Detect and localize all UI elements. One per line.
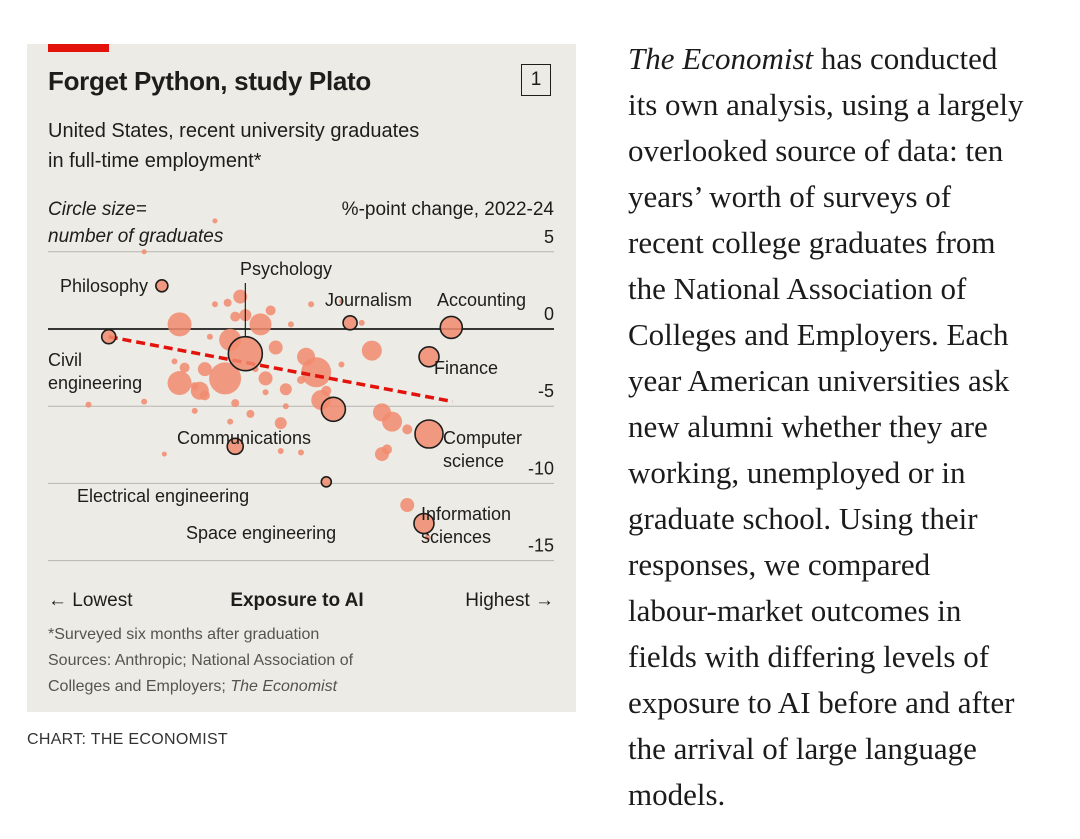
data-point: [168, 371, 192, 395]
sources-publisher: The Economist: [230, 678, 338, 695]
point-label: Psychology: [240, 259, 333, 279]
article-line: exposure to AI before and after: [628, 685, 1015, 720]
article-line: new alumni whether they are: [628, 409, 988, 444]
data-point: [207, 334, 213, 340]
article-line: working, unemployed or in: [628, 455, 966, 490]
article-line: graduate school. Using their: [628, 501, 978, 536]
data-point: [162, 452, 167, 457]
labeled-data-point: [321, 397, 345, 421]
scatter-chart: [27, 180, 576, 620]
data-point: [180, 363, 190, 373]
article-line: year American universities ask: [628, 363, 1010, 398]
point-label: Philosophy: [60, 276, 149, 296]
data-point: [280, 383, 292, 395]
data-point: [168, 312, 192, 336]
data-point: [250, 313, 272, 335]
data-point: [200, 390, 210, 400]
point-label: Information: [421, 504, 512, 524]
data-point: [278, 448, 284, 454]
data-point: [227, 419, 233, 425]
data-point: [375, 447, 389, 461]
chart-subtitle-line: United States, recent university graduates: [48, 120, 420, 142]
article-line: models.: [628, 777, 726, 812]
y-tick-label: -5: [537, 381, 554, 402]
data-point: [230, 312, 240, 322]
article-line: the National Association of: [628, 271, 967, 306]
y-tick-label: -15: [527, 535, 554, 556]
data-point: [297, 376, 305, 384]
data-point: [231, 399, 239, 407]
labeled-data-point: [415, 420, 443, 448]
point-label: Communications: [177, 428, 312, 448]
labeled-data-point: [440, 316, 462, 338]
data-point: [259, 371, 273, 385]
point-label: Space engineering: [186, 523, 337, 543]
chart-subtitle: [48, 116, 518, 176]
data-point: [172, 358, 178, 364]
article-line-text: has conducted: [813, 41, 998, 76]
chart-number-badge: 1: [521, 64, 551, 96]
point-labels: [48, 259, 526, 547]
size-legend-line: number of graduates: [48, 226, 224, 247]
size-legend-line: Circle size=: [48, 199, 147, 220]
y-tick-label: 0: [543, 304, 554, 324]
data-point: [362, 341, 382, 361]
point-label: engineering: [48, 373, 143, 393]
footnote: *Surveyed six months after graduation: [48, 626, 320, 643]
labeled-data-point: [102, 330, 116, 344]
point-label: science: [443, 451, 505, 471]
publication-name: The Economist: [628, 41, 814, 76]
data-point: [266, 305, 276, 315]
article-line: years’ worth of surveys of: [628, 179, 952, 214]
point-label: Civil: [48, 350, 82, 370]
x-axis-high-label: Highest →: [465, 590, 554, 611]
y-axis-label: %-point change, 2022-24: [341, 199, 554, 220]
data-point: [402, 424, 412, 434]
data-point: [338, 362, 344, 368]
labeled-data-point: [343, 316, 357, 330]
article-line: responses, we compared: [628, 547, 931, 582]
article-line: Colleges and Employers. Each: [628, 317, 1009, 352]
chart-subtitle-line: in full-time employment*: [48, 150, 262, 172]
data-point: [224, 299, 232, 307]
article-line: its own analysis, using a largely: [628, 87, 1024, 122]
y-tick-label: -10: [527, 458, 554, 479]
point-label: sciences: [421, 527, 492, 547]
y-tick-label: 5: [543, 226, 554, 247]
data-point: [263, 389, 269, 395]
article-line: the arrival of large language: [628, 731, 977, 766]
brand-red-bar: [48, 44, 109, 52]
x-axis-label: Exposure to AI: [230, 590, 364, 611]
article-line: fields with differing levels of: [628, 639, 990, 674]
labeled-data-point: [321, 477, 331, 487]
sources-line: Sources: Anthropic; National Association of: [48, 652, 354, 669]
chart-credit: CHART: THE ECONOMIST: [27, 731, 228, 748]
data-point: [382, 412, 402, 432]
point-label: Accounting: [437, 290, 527, 310]
point-label: Finance: [434, 358, 499, 378]
data-point: [141, 399, 147, 405]
data-point: [308, 301, 314, 307]
sources-text: Colleges and Employers;: [48, 678, 231, 695]
data-point: [288, 321, 294, 327]
article-line: overlooked source of data: ten: [628, 133, 1004, 168]
data-point: [142, 249, 147, 254]
data-point: [298, 450, 304, 456]
data-point: [212, 301, 218, 307]
article-paragraph: [628, 36, 1073, 818]
data-point: [192, 408, 198, 414]
data-point: [85, 402, 91, 408]
y-tick-labels: [528, 227, 554, 556]
article-line: recent college graduates from: [628, 225, 996, 260]
data-point: [269, 341, 283, 355]
data-point: [321, 386, 331, 396]
data-point: [283, 403, 289, 409]
labeled-data-point: [156, 280, 168, 292]
data-point: [400, 498, 414, 512]
article-line: labour-market outcomes in: [628, 593, 962, 628]
labeled-data-point: [228, 337, 262, 371]
article-line: [628, 36, 1073, 82]
point-label: Journalism: [325, 290, 413, 310]
x-axis-low-label: ← Lowest: [48, 590, 133, 611]
data-point: [246, 410, 254, 418]
chart-title: Forget Python, study Plato: [48, 66, 371, 96]
sources-line-2: [48, 678, 337, 696]
point-label: Computer: [443, 428, 523, 448]
point-label: Electrical engineering: [77, 486, 250, 506]
data-point: [212, 218, 217, 223]
data-point: [359, 320, 365, 326]
